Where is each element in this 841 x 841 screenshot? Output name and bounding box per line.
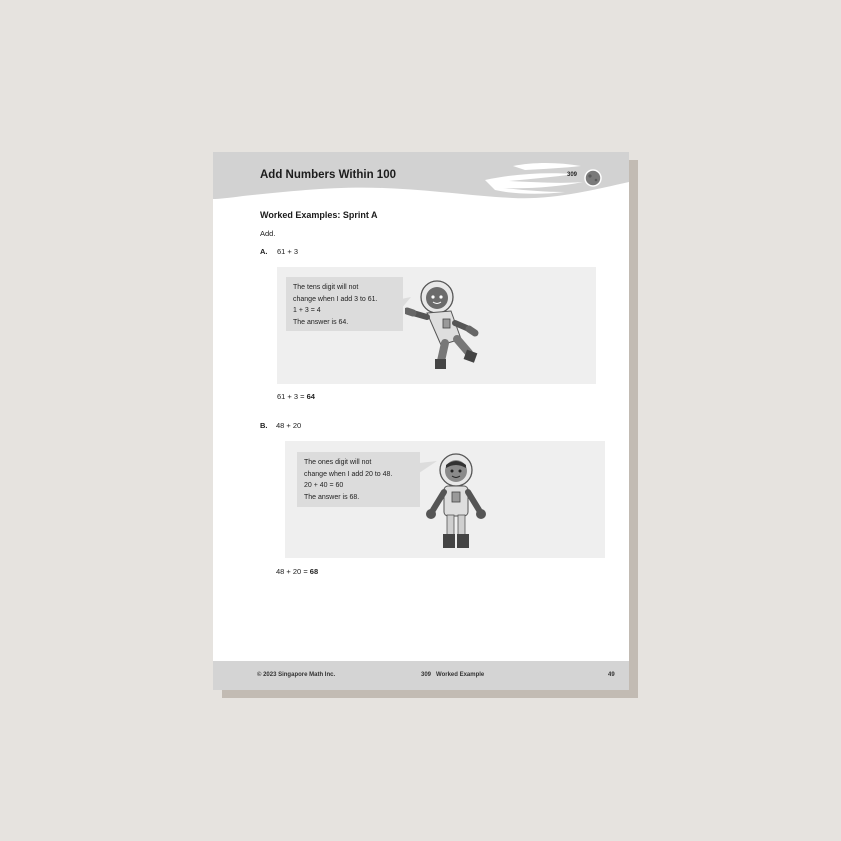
instruction-text: Add.	[260, 229, 276, 238]
answer-value: 64	[306, 392, 315, 401]
speech-line: The answer is 68.	[304, 493, 360, 501]
speech-line: The tens digit will not	[293, 284, 359, 291]
page-footer	[213, 661, 629, 690]
example-a-problem: 61 + 3	[277, 247, 299, 256]
footer-lesson-label: 309 Worked Example	[421, 672, 485, 678]
example-a-speech-bubble	[286, 277, 403, 331]
speech-line: change when I add 20 to 48.	[304, 470, 393, 478]
astronaut-floating-illustration	[405, 277, 485, 377]
speech-line: The ones digit will not	[304, 459, 372, 466]
answer-expression: 48 + 20 =	[276, 567, 310, 576]
footer-copyright: © 2023 Singapore Math Inc.	[257, 672, 336, 678]
speech-line: The answer is 64.	[293, 318, 349, 326]
example-a-answer	[277, 392, 315, 401]
example-b-answer	[276, 567, 318, 576]
example-b-panel	[285, 441, 605, 558]
page-header	[213, 152, 629, 204]
speech-line: 1 + 3 = 4	[293, 307, 321, 314]
lesson-number: 309	[567, 172, 578, 178]
worksheet-page	[213, 152, 629, 690]
comet-icon	[585, 170, 601, 186]
speech-line: change when I add 3 to 61.	[293, 295, 378, 303]
example-a-label: A.	[260, 247, 268, 256]
example-a-panel	[277, 267, 596, 384]
astronaut-standing-illustration	[421, 452, 491, 552]
example-b-speech-bubble	[297, 452, 420, 507]
answer-expression: 61 + 3 =	[277, 392, 307, 401]
page-title: Add Numbers Within 100	[260, 169, 396, 181]
example-b-label: B.	[260, 421, 268, 430]
speech-line: 20 + 40 = 60	[304, 482, 344, 489]
example-b-problem: 48 + 20	[276, 421, 302, 430]
answer-value: 68	[309, 567, 319, 576]
section-title: Worked Examples: Sprint A	[260, 210, 378, 220]
footer-page-number: 49	[608, 672, 615, 678]
